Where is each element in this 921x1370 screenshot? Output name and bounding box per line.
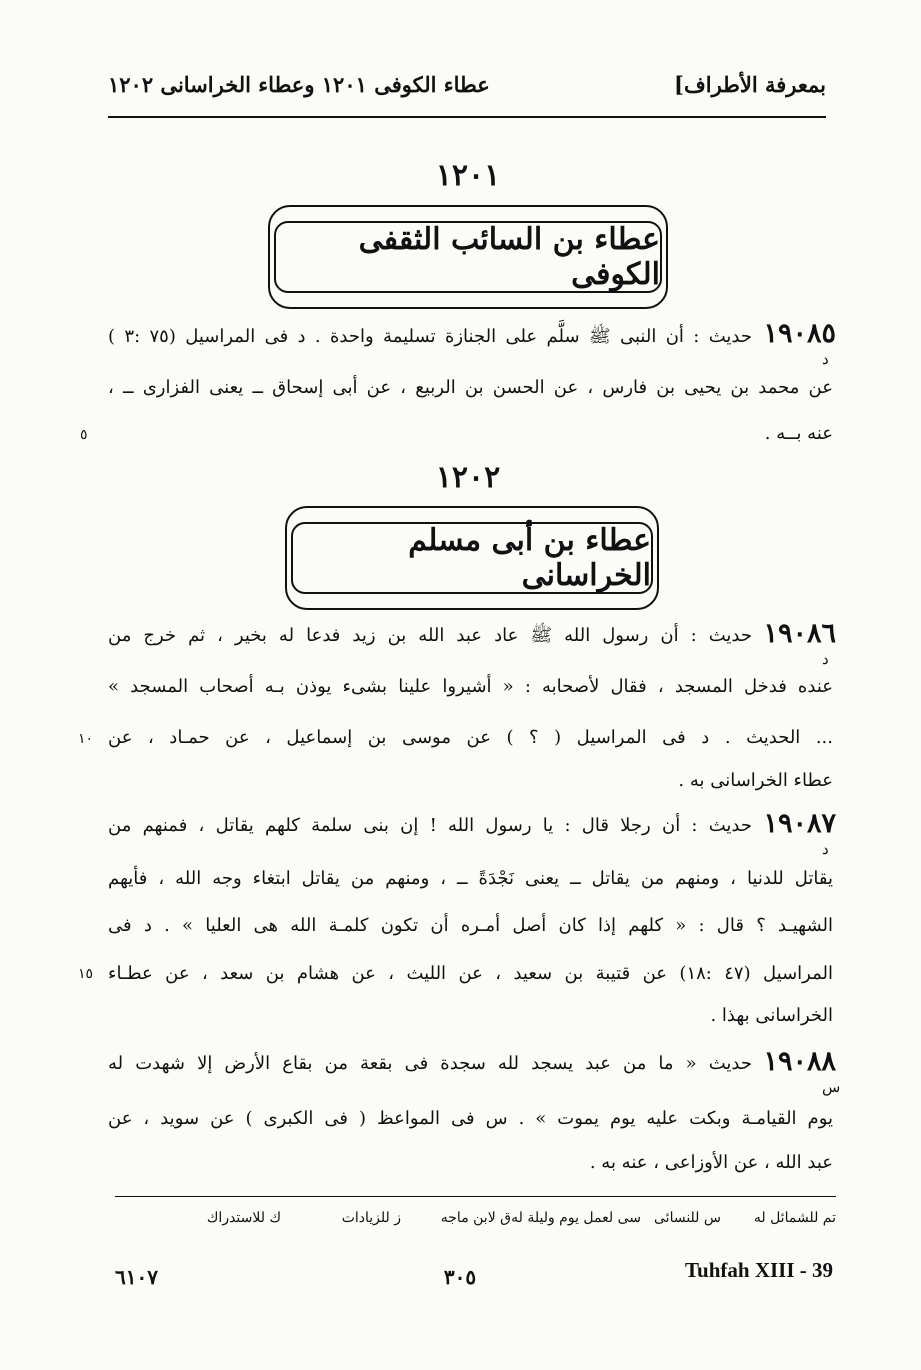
- entry-siglum: د: [822, 650, 829, 668]
- footer-serial-number: ٦١٠٧: [115, 1265, 158, 1289]
- section-title: عطاء بن السائب الثقفى الكوفى: [274, 221, 662, 293]
- entry-line: عنه بــه .: [764, 423, 833, 444]
- entry-line: ... الحديث . د فى المراسيل ( ؟ ) عن موسى بن إسماعيل ، عن حمـاد ، عن: [108, 727, 833, 748]
- abbreviation-key: تم للشمائل له: [753, 1210, 836, 1226]
- section-title-frame: [285, 506, 659, 610]
- entry-number: ١٩٠٨٨: [763, 1046, 836, 1077]
- entry-line: يقاتل للدنيا ، ومنهم من يقاتل ــ يعنى نَجْدَةً ــ ، ومنهم من يقاتل ابتغاء وجه الله ، فأيهم: [108, 868, 833, 889]
- margin-line-number: ١٠: [78, 731, 94, 747]
- entry-line: عبد الله ، عن الأوزاعى ، عنه به .: [589, 1152, 833, 1173]
- entry-number: ١٩٠٨٦: [763, 618, 836, 649]
- running-header-title: عطاء الكوفى ١٢٠١ وعطاء الخراسانى ١٢٠٢: [108, 72, 490, 97]
- entry-line: يوم القيامـة وبكت عليه يوم يموت » . س فى المواعظ ( فى الكبرى ) عن سويد ، عن: [108, 1108, 833, 1129]
- entry-number: ١٩٠٨٧: [763, 808, 836, 839]
- margin-line-number: ١٥: [78, 966, 94, 982]
- entry-siglum: س: [822, 1078, 841, 1096]
- section-title-frame: [268, 205, 668, 309]
- entry-line: حديث : أن رسول الله ﷺ عاد عبد الله بن زيد فدعا له بخير ، ثم خرج من: [108, 625, 752, 646]
- page-number: ٣٠٥: [443, 1265, 477, 1289]
- abbreviation-key: ك للاستدراك: [206, 1210, 281, 1226]
- margin-line-number: ٥: [80, 427, 88, 443]
- entry-line: الخراسانى بهذا .: [710, 1005, 833, 1026]
- section-number: ١٢٠٢: [435, 460, 501, 495]
- entry-line: حديث : أن رجلا قال : يا رسول الله ! إن بنى سلمة كلهم يقاتل ، فمنهم من: [108, 815, 752, 836]
- section-number: ١٢٠١: [435, 158, 501, 193]
- entry-siglum: د: [822, 350, 829, 368]
- entry-line: حديث : أن النبى ﷺ سلَّم على الجنازة تسليمة واحدة . د فى المراسيل (٧٥ :٣ ): [108, 326, 752, 347]
- entry-line: حديث « ما من عبد يسجد لله سجدة فى بقعة من بقاع الأرض إلا شهدت له: [108, 1053, 752, 1074]
- header-rule: [108, 116, 826, 118]
- entry-line: عن محمد بن يحيى بن فارس ، عن الحسن بن الربيع ، عن أبى إسحاق ــ يعنى الفزارى ــ ،: [108, 377, 833, 398]
- footer-rule: [115, 1196, 836, 1197]
- entry-number: ١٩٠٨٥: [763, 318, 836, 349]
- abbreviation-key: س للنسائى: [654, 1210, 721, 1226]
- entry-line: المراسيل (٤٧ :١٨) عن قتيبة بن سعيد ، عن الليث ، عن هشام بن سعد ، عن عطـاء: [108, 963, 833, 984]
- entry-line: عنده فدخل المسجد ، فقال لأصحابه : « أشيروا علينا بشىء يوذن بـه أصحاب المسجد »: [108, 676, 833, 697]
- volume-signature: Tuhfah XIII - 39: [684, 1258, 833, 1282]
- entry-line: عطاء الخراسانى به .: [678, 770, 833, 791]
- running-header-right: بمعرفة الأطراف]: [674, 72, 826, 97]
- abbreviation-key: سى لعمل يوم وليلة له: [511, 1210, 641, 1226]
- entry-line: الشهيـد ؟ قال : « كلهم إذا كان أصل أمـره أن تكون كلمـة الله هى العليا » . د فى: [108, 915, 833, 936]
- abbreviation-key: ز للزيادات: [341, 1210, 401, 1226]
- entry-siglum: د: [822, 840, 829, 858]
- section-title: عطاء بن أبى مسلم الخراسانى: [291, 522, 653, 594]
- abbreviation-key: ق لابن ماجه: [440, 1210, 511, 1226]
